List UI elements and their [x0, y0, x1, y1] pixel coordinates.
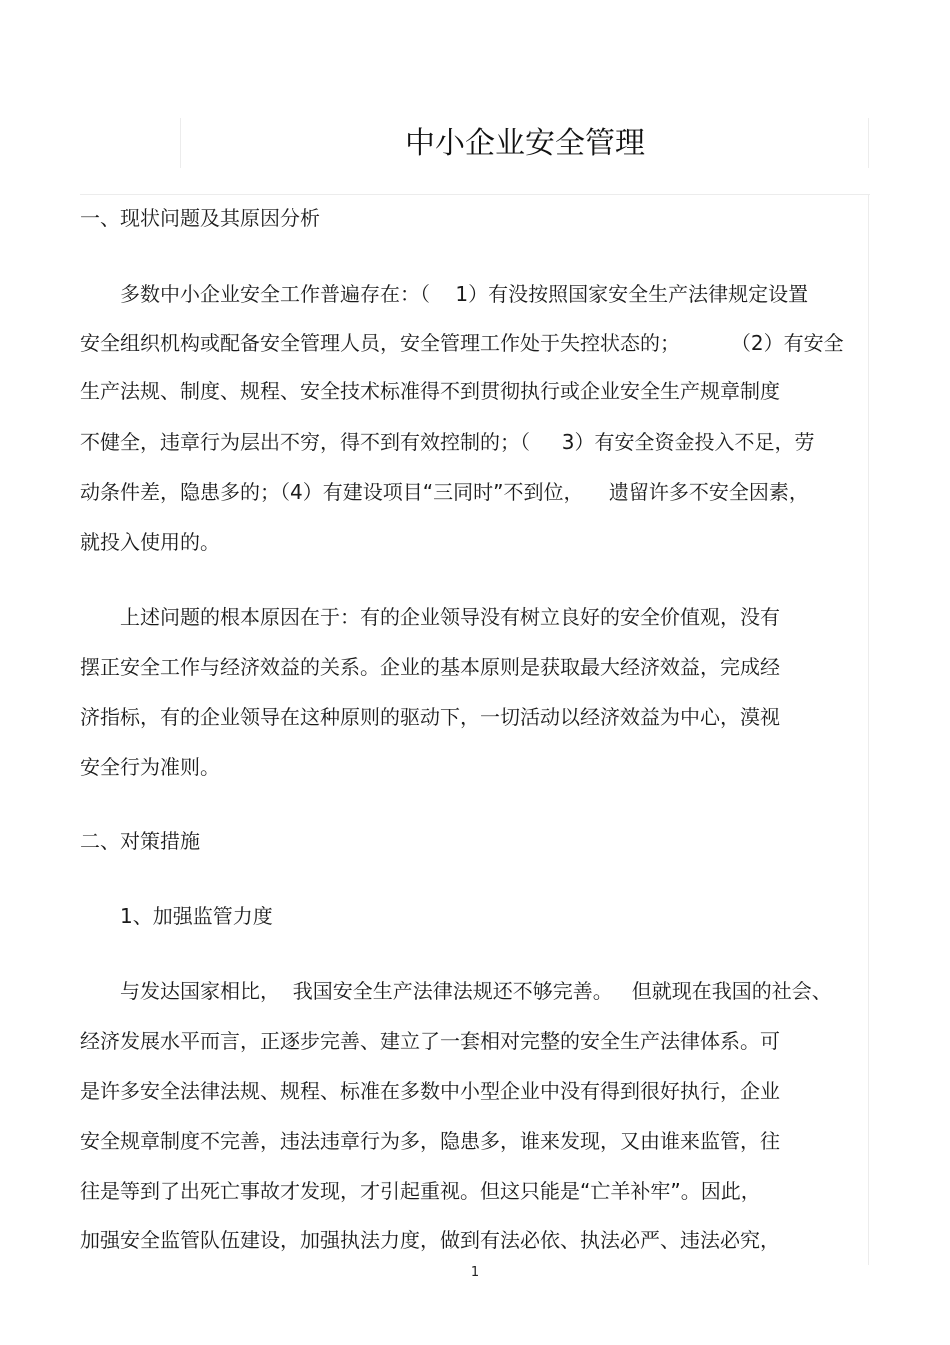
paragraph-line: 安全组织机构或配备安全管理人员，安全管理工作处于失控状态的； （2）有安全 — [80, 331, 844, 355]
subheading-strengthen-supervision: 1、加强监管力度 — [120, 904, 273, 928]
paragraph-line: 不健全，违章行为层出不穷，得不到有效控制的；（ 3）有安全资金投入不足，劳 — [80, 430, 815, 454]
paragraph-line: 与发达国家相比， 我国安全生产法律法规还不够完善。 但就现在我国的社会、 — [120, 979, 832, 1003]
paragraph-line: 生产法规、制度、规程、安全技术标准得不到贯彻执行或企业安全生产规章制度 — [80, 379, 780, 403]
paragraph-line: 往是等到了出死亡事故才发现，才引起重视。但这只能是“亡羊补牢”。因此， — [80, 1179, 761, 1203]
right-margin-rule — [868, 195, 869, 1265]
page-number: 1 — [470, 1265, 480, 1280]
paragraph-line: 安全规章制度不完善，违法违章行为多，隐患多，谁来发现，又由谁来监管，往 — [80, 1129, 780, 1153]
header-divider — [80, 194, 870, 195]
section-heading-status-analysis: 一、现状问题及其原因分析 — [80, 206, 320, 230]
paragraph-line: 多数中小企业安全工作普遍存在：（ 1）有没按照国家安全生产法律规定设置 — [120, 282, 809, 306]
paragraph-line: 摆正安全工作与经济效益的关系。企业的基本原则是获取最大经济效益，完成经 — [80, 655, 780, 679]
paragraph-line: 加强安全监管队伍建设，加强执法力度，做到有法必依、执法必严、违法必究， — [80, 1228, 780, 1252]
paragraph-line: 经济发展水平而言，正逐步完善、建立了一套相对完整的安全生产法律体系。可 — [80, 1029, 780, 1053]
document-title: 中小企业安全管理 — [405, 126, 645, 161]
paragraph-line: 动条件差，隐患多的；（4）有建设项目“三同时”不到位， 遗留许多不安全因素， — [80, 480, 809, 504]
section-heading-countermeasures: 二、对策措施 — [80, 829, 200, 853]
paragraph-line: 就投入使用的。 — [80, 530, 220, 554]
paragraph-line: 上述问题的根本原因在于：有的企业领导没有树立良好的安全价值观，没有 — [120, 605, 780, 629]
paragraph-line: 济指标，有的企业领导在这种原则的驱动下，一切活动以经济效益为中心，漠视 — [80, 705, 780, 729]
paragraph-line: 是许多安全法律法规、规程、标准在多数中小型企业中没有得到很好执行，企业 — [80, 1079, 780, 1103]
paragraph-line: 安全行为准则。 — [80, 755, 220, 779]
